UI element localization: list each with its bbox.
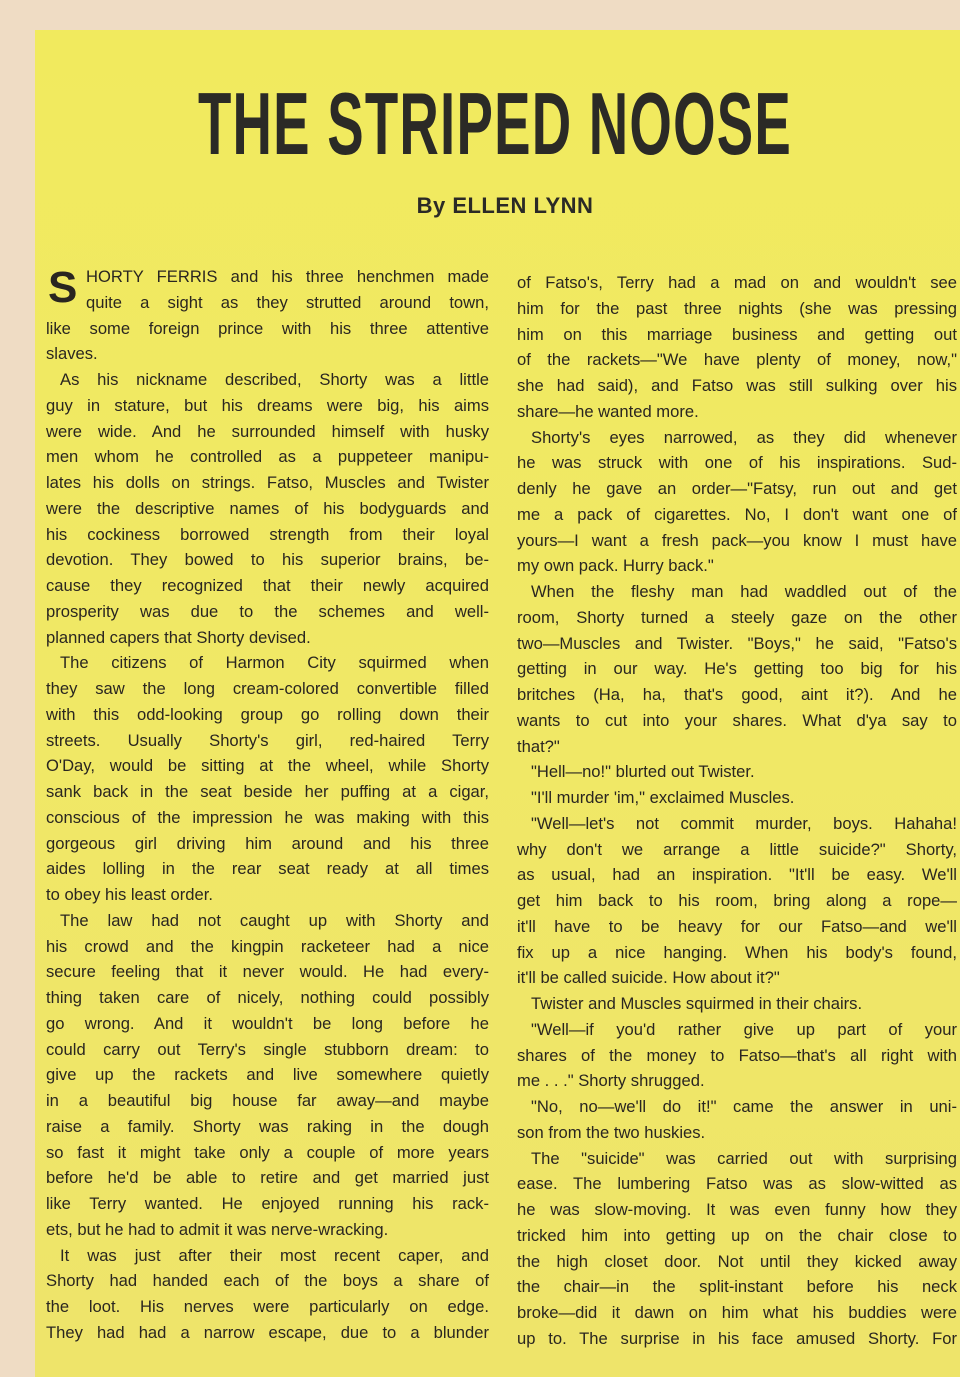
text-line: slaves. [46,344,98,364]
text-line: guy in stature, but his dreams were big, his aims [46,395,489,415]
text-line: Shorty's eyes narrowed, as they did whenever [531,427,957,447]
text-line: devotion. They bowed to his superior brains, be- [46,550,489,570]
text-line: The citizens of Harmon City squirmed when [60,653,489,673]
paragraph [46,1243,489,1346]
text-line: of the rackets—"We have plenty of money, now," [517,350,957,370]
text-line: why don't we arrange a little suicide?" Shorty, [517,839,957,859]
text-line: As his nickname described, Shorty was a little [60,370,489,389]
paragraph [46,650,489,908]
text-line: me a pack of cigarettes. No, I don't want one of [517,504,957,524]
text-line: britches (Ha, ha, that's good, aint it?). And he [517,685,957,704]
text-line: two—Muscles and Twister. "Boys," he said, "Fatso's [517,633,957,653]
text-line: give up the rackets and live somewhere quietly [46,1065,489,1085]
text-line: so fast it might take only a couple of more years [46,1142,489,1162]
paragraph [517,579,957,759]
text-line: Shorty had handed each of the boys a share of [46,1271,489,1291]
text-line: like Terry wanted. He enjoyed running his rack- [46,1194,489,1213]
text-line: yours—I want a fresh pack—you know I must have [517,530,957,550]
paragraph [517,991,957,1017]
text-line: planned capers that Shorty devised. [46,627,311,647]
text-line: that?" [517,736,560,756]
text-line: to obey his least order. [46,885,213,904]
text-line: wants to cut into your shares. What d'ya say to [517,710,957,730]
text-line: the high closet door. Not until they kicked away [517,1251,957,1271]
text-line: me . . ." Shorty shrugged. [517,1071,705,1091]
text-line: broke—did it dawn on him what his buddies were [517,1303,957,1322]
text-line: shares of the money to Fatso—that's all right with [517,1045,957,1065]
text-line: HORTY FERRIS and his three henchmen made [86,267,489,286]
text-line: his crowd and the kingpin racketeer had a nice [46,936,489,956]
text-line: getting in our way. He's getting too big for his [517,659,957,679]
text-line: in a beautiful big house far away—and maybe [46,1091,489,1110]
text-line: he was slow-moving. It was even funny how they [517,1200,957,1219]
text-line: streets. Usually Shorty's girl, red-haired Terry [46,730,489,750]
text-line: denly he gave an order—"Fatsy, run out and get [517,479,957,498]
text-line: The "suicide" was carried out with surprising [531,1148,957,1168]
text-line: When the fleshy man had waddled out of the [531,582,957,601]
text-line: he was struck with one of his inspirations. Sud- [517,453,957,473]
paragraph [46,367,489,650]
text-line: thing taken care of nicely, nothing could possibly [46,988,489,1007]
text-line: They had had a narrow escape, due to a blunder [46,1322,489,1342]
text-line: It was just after their most recent caper, and [60,1245,489,1265]
text-column-1 [46,264,489,1346]
text-line: Twister and Muscles squirmed in their chairs. [531,994,863,1013]
paragraph [46,908,489,1243]
text-line: prosperity was due to the schemes and well- [46,601,489,621]
text-line: men whom he controlled as a puppeteer manipu- [46,447,489,467]
text-line: the loot. His nerves were particularly on edge. [46,1297,489,1316]
text-line: quite a sight as they strutted around town, [86,292,489,312]
text-line: him on this marriage business and getting out [517,324,957,344]
text-line: before he'd be able to retire and get married just [46,1168,489,1188]
paragraph [517,1017,957,1094]
text-line: they saw the long cream-colored convertible filled [46,679,489,698]
text-line: cause they recognized that their newly acquired [46,576,489,595]
text-line: him for the past three nights (she was pressing [517,298,957,318]
text-line: gorgeous girl driving him around and his three [46,833,489,853]
text-line: secure feeling that it never would. He had every- [46,962,489,982]
text-line: "Well—if you'd rather give up part of your [531,1019,957,1039]
text-line: of Fatso's, Terry had a mad on and wouldn't see [517,273,957,292]
paragraph [517,759,957,785]
text-line: "I'll murder 'im," exclaimed Muscles. [531,788,795,807]
text-line: his cockiness borrowed strength from their loyal [46,524,489,544]
text-line: the chair—in the split-instant before his neck [517,1277,957,1297]
text-line: were the descriptive names of his bodyguards and [46,498,489,518]
text-line: tricked him into getting up on the chair close to [517,1225,957,1245]
text-line: raise a family. Shorty was raking in the dough [46,1116,489,1136]
text-line: she had said), and Fatso was still sulking over his [517,376,957,395]
text-line: lates his dolls on strings. Fatso, Muscles and Twister [46,473,489,492]
byline: By ELLEN LYNN [416,193,594,218]
text-line: ets, but he had to admit it was nerve-wracking. [46,1219,389,1239]
text-line: sank back in the seat beside her puffing at a cigar, [46,782,489,801]
paragraph [46,264,489,367]
paragraph [517,1146,957,1352]
text-line: room, Shorty turned a steely gaze on the other [517,607,957,627]
text-line: The law had not caught up with Shorty and [60,910,489,930]
text-line: ease. The lumbering Fatso was as slow-witted as [517,1174,957,1194]
drop-cap: S [48,263,78,312]
text-line: it'll be called suicide. How about it?" [517,968,780,988]
text-column-2 [517,270,957,1352]
text-line: "Hell—no!" blurted out Twister. [531,762,755,782]
text-line: my own pack. Hurry back." [517,556,714,576]
text-line: share—he wanted more. [517,401,699,421]
text-line: go wrong. And it wouldn't be long before he [46,1013,489,1033]
text-line: with this odd-looking group go rolling down their [46,704,489,724]
text-line: son from the two huskies. [517,1122,706,1142]
text-line: like some foreign prince with his three attentive [46,318,489,338]
paragraph [517,270,957,425]
text-line: were wide. And he surrounded himself with husky [46,421,489,441]
story-title: THE STRIPED NOOSE [197,74,793,173]
paragraph [517,1094,957,1146]
text-line: "No, no—we'll do it!" came the answer in uni- [531,1097,957,1116]
text-line: aides lolling in the rear seat ready at all times [46,859,489,879]
paragraph [517,425,957,580]
text-line: conscious of the impression he was making with this [46,807,489,827]
text-line: it'll have to be heavy for our Fatso—and we'll [517,916,957,936]
text-line: O'Day, would be sitting at the wheel, while Shorty [46,756,489,776]
text-line: could carry out Terry's single stubborn dream: to [46,1039,489,1059]
text-line: "Well—let's not commit murder, boys. Hahaha! [531,813,957,833]
text-line: fix up a nice hanging. When his body's found, [517,942,957,962]
paragraph [517,785,957,811]
text-line: get him back to his room, bring along a rope— [517,891,957,910]
text-line: as usual, had an inspiration. "It'll be easy. We'll [517,865,957,885]
paragraph [517,811,957,991]
text-line: up to. The surprise in his face amused Shorty. For [517,1328,957,1348]
